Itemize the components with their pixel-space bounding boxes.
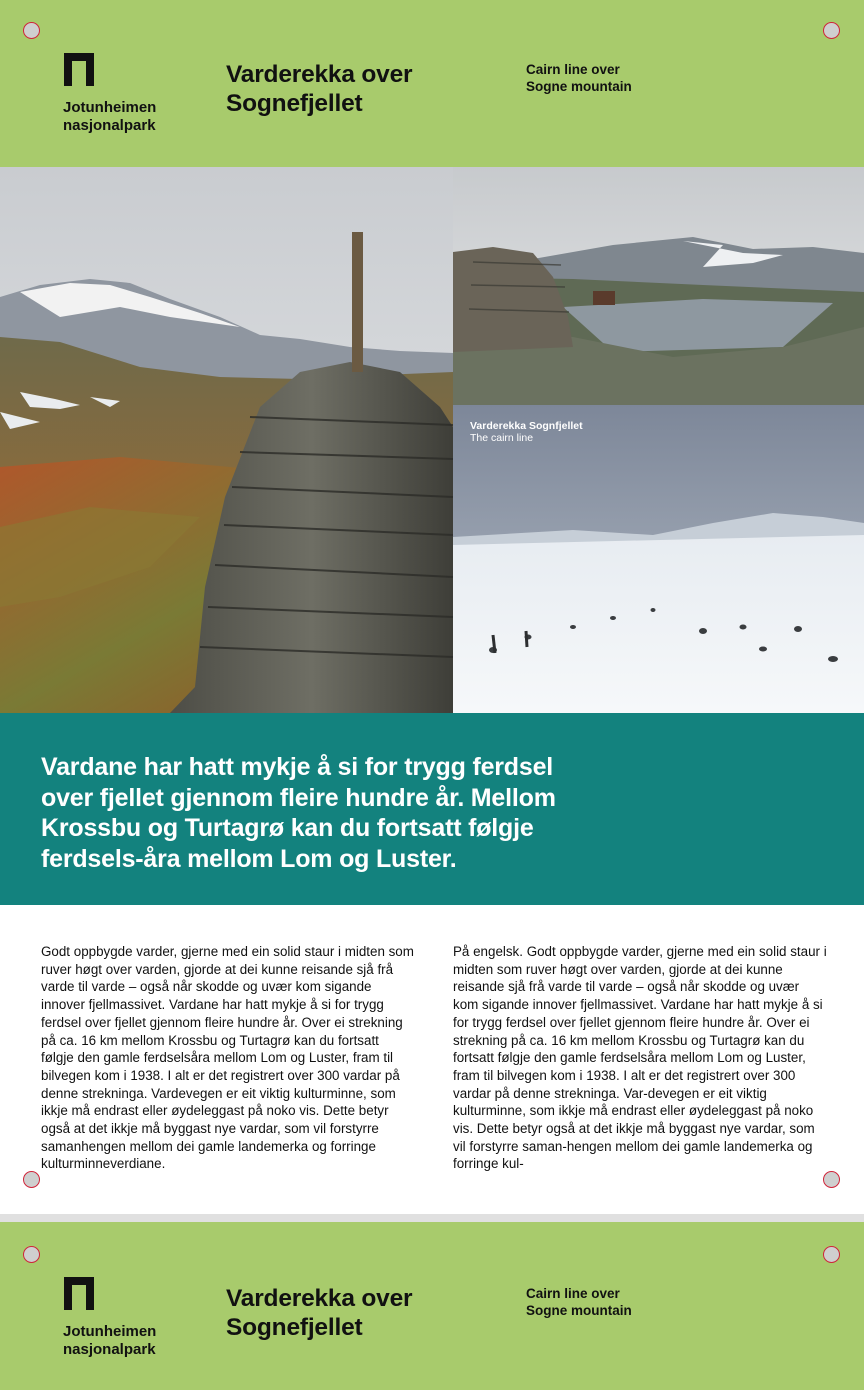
- park-name: Jotunheimen nasjonalpark: [63, 1323, 157, 1358]
- mounting-screw-icon: [23, 1246, 40, 1263]
- park-name: Jotunheimen nasjonalpark: [63, 99, 157, 134]
- mounting-screw-icon: [23, 1171, 40, 1188]
- park-logo-icon: [64, 1277, 94, 1310]
- mounting-screw-icon: [823, 1171, 840, 1188]
- page-title: Varderekka over Sognefjellet: [226, 61, 413, 117]
- photo-caption: [470, 420, 583, 444]
- mounting-screw-icon: [823, 1246, 840, 1263]
- caption-subtitle: The cairn line: [470, 432, 534, 444]
- page-title: Varderekka over Sognefjellet: [226, 1285, 413, 1341]
- mounting-screw-icon: [823, 22, 840, 39]
- header-band: [0, 0, 864, 167]
- body-text-norwegian: Godt oppbygde varder, gjerne med ein solid staur i midten som ruver høgt over varden, gjorde at dei kunne reisande sjå frå varde til varde – også når skodde og uvær kom sigande innover fjellmassivet. Vardane har hatt mykje å si for trygg ferdsel over fjellet gjennom fleire hundre år. Over ei strekning på ca. 16 km mellom Krossbu og Turtagrø kan du fortsatt følgje den gamle ferdselsåra mellom Lom og Luster, fram til bilvegen kom i 1938. I alt er det registrert over 300 vardar på denne strekninga. Vardevegen er eit viktig kulturminne, som ikkje må endrast eller øydeleggast på noko vis. Dette betyr også at det ikkje må byggast nye vardar, som vil forstyrre samanhengen mellom dei gamle landemerka og forringe kulturminneverdiane.: [41, 944, 414, 1172]
- park-logo-icon: [64, 53, 94, 86]
- cairn-snow-photo: [453, 405, 864, 713]
- mounting-screw-icon: [23, 22, 40, 39]
- next-panel-header-band: [0, 1222, 864, 1390]
- page-subtitle: Cairn line over Sogne mountain: [526, 62, 632, 94]
- page-subtitle: Cairn line over Sogne mountain: [526, 1286, 632, 1318]
- body-text-english: På engelsk. Godt oppbygde varder, gjerne med ein solid staur i midten som ruver høgt over varden, gjorde at dei kunne reisande sjå frå varde til varde – også når skodde og uvær kom sigande innover fjellmassivet. Vardane har hatt mykje å si for trygg ferdsel over fjellet gjennom fleire hundre år. Over ei strekning på ca. 16 km mellom Krossbu og Turtagrø kan du fortsatt følgje den gamle ferdselsåra mellom Lom og Luster, fram til bilvegen kom i 1938. I alt er det registrert over 300 vardar på denne strekninga. Var-devegen er eit viktig kulturminne, som ikkje må endrast eller øydeleggast på noko vis. Dette betyr også at det ikkje må byggast nye vardar, som vil forstyrre saman-hengen mellom dei gamle landemerka og forringe kul-: [453, 944, 827, 1172]
- cairn-autumn-photo: [0, 167, 453, 713]
- cairn-lake-photo: [453, 167, 864, 405]
- lead-quote: Vardane har hatt mykje å si for trygg ferdsel over fjellet gjennom fleire hundre år. Mellom Krossbu og Turtagrø kan du fortsatt følgje ferdsels-åra mellom Lom og Luster.: [41, 753, 556, 873]
- panel-divider: [0, 1214, 864, 1222]
- caption-title: Varderekka Sognfjellet: [470, 420, 583, 432]
